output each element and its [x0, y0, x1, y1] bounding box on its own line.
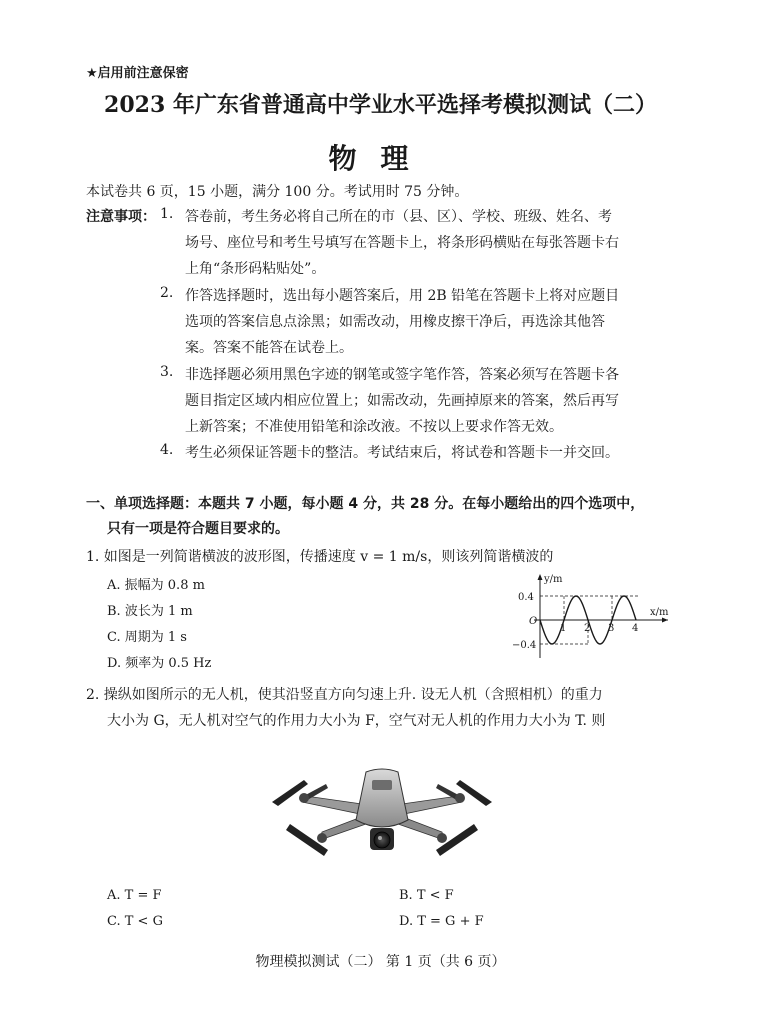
note-line: 题目指定区域内相应位置上；如需改动，先画掉原来的答案，然后再写	[185, 393, 619, 409]
exam-intro: 本试卷共 6 页，15 小题，满分 100 分。考试用时 75 分钟。	[86, 184, 469, 200]
y-axis-arrow	[538, 574, 543, 580]
camera-lens	[374, 832, 390, 848]
note-line: 选项的答案信息点涂黑；如需改动，用橡皮擦干净后，再选涂其他答	[185, 314, 605, 330]
exam-title: 2023 年广东省普通高中学业水平选择考模拟测试（二）	[104, 92, 657, 118]
question-2-line-1: 2. 操纵如图所示的无人机，使其沿竖直方向匀速上升. 设无人机（含照相机）的重力	[86, 687, 603, 703]
q2-option-b: B. T < F	[399, 888, 454, 903]
note-line: 作答选择题时，选出每小题答案后，用 2B 铅笔在答题卡上将对应题目	[185, 288, 620, 304]
note-number: 1.	[160, 206, 174, 222]
q2-option-c: C. T < G	[107, 914, 163, 929]
question-1-text: 1. 如图是一列简谐横波的波形图，传播速度 v = 1 m/s，则该列简谐横波的	[86, 549, 554, 565]
x-tick-3: 3	[608, 623, 615, 634]
motor-rr	[437, 833, 447, 843]
question-2-line-2: 大小为 G，无人机对空气的作用力大小为 F，空气对无人机的作用力大小为 T. 则	[107, 713, 606, 729]
note-line: 上角“条形码粘贴处”。	[185, 261, 326, 277]
drone-image	[262, 758, 502, 868]
x-tick-2: 2	[584, 623, 591, 634]
drone-top-panel	[372, 780, 392, 790]
note-number: 3.	[160, 364, 174, 380]
y-tick-neg: −0.4	[512, 640, 537, 651]
q2-option-d: D. T = G + F	[399, 914, 484, 929]
motor-rl	[317, 833, 327, 843]
x-tick-1: 1	[560, 623, 567, 634]
origin-label: O	[529, 616, 538, 627]
notes-label: 注意事项：	[86, 209, 156, 225]
motor-fl	[299, 793, 309, 803]
note-line: 考生必须保证答题卡的整洁。考试结束后，将试卷和答题卡一并交回。	[185, 445, 619, 461]
drone-arm-front-right	[402, 796, 462, 814]
x-axis-arrow	[662, 618, 668, 623]
motor-fr	[455, 793, 465, 803]
drone-arm-front-left	[302, 796, 362, 814]
note-line: 案。答案不能答在试卷上。	[185, 340, 353, 356]
confidential-mark: ★启用前注意保密	[86, 66, 189, 81]
y-axis-label: y/m	[544, 574, 563, 585]
x-axis-label: x/m	[650, 607, 669, 618]
y-tick-pos: 0.4	[518, 592, 534, 603]
note-line: 非选择题必须用黑色字迹的钢笔或签字笔作答，答案必须写在答题卡各	[185, 367, 619, 383]
section-heading-cont: 只有一项是符合题目要求的。	[107, 521, 289, 537]
page-footer: 物理模拟测试（二） 第 1 页（共 6 页）	[255, 954, 506, 970]
q1-option-a: A. 振幅为 0.8 m	[107, 578, 205, 593]
q1-option-d: D. 频率为 0.5 Hz	[107, 656, 212, 671]
section-heading: 一、单项选择题：本题共 7 小题，每小题 4 分，共 28 分。在每小题给出的四个选项中，	[86, 496, 645, 512]
note-line: 上新答案；不准使用铅笔和涂改液。不按以上要求作答无效。	[185, 419, 563, 435]
note-line: 答卷前，考生务必将自己所在的市（县、区）、学校、班级、姓名、考	[185, 209, 612, 225]
drone-body	[356, 769, 408, 827]
q2-option-a: A. T = F	[107, 888, 162, 903]
note-number: 2.	[160, 285, 174, 301]
lens-glint	[378, 836, 382, 840]
subject-title: 物理	[328, 142, 433, 175]
wave-graph	[500, 572, 672, 660]
x-tick-4: 4	[632, 623, 639, 634]
note-line: 场号、座位号和考生号填写在答题卡上，将条形码横贴在每张答题卡右	[185, 235, 619, 251]
q1-option-b: B. 波长为 1 m	[107, 604, 193, 619]
note-number: 4.	[160, 442, 174, 458]
q1-option-c: C. 周期为 1 s	[107, 630, 187, 645]
